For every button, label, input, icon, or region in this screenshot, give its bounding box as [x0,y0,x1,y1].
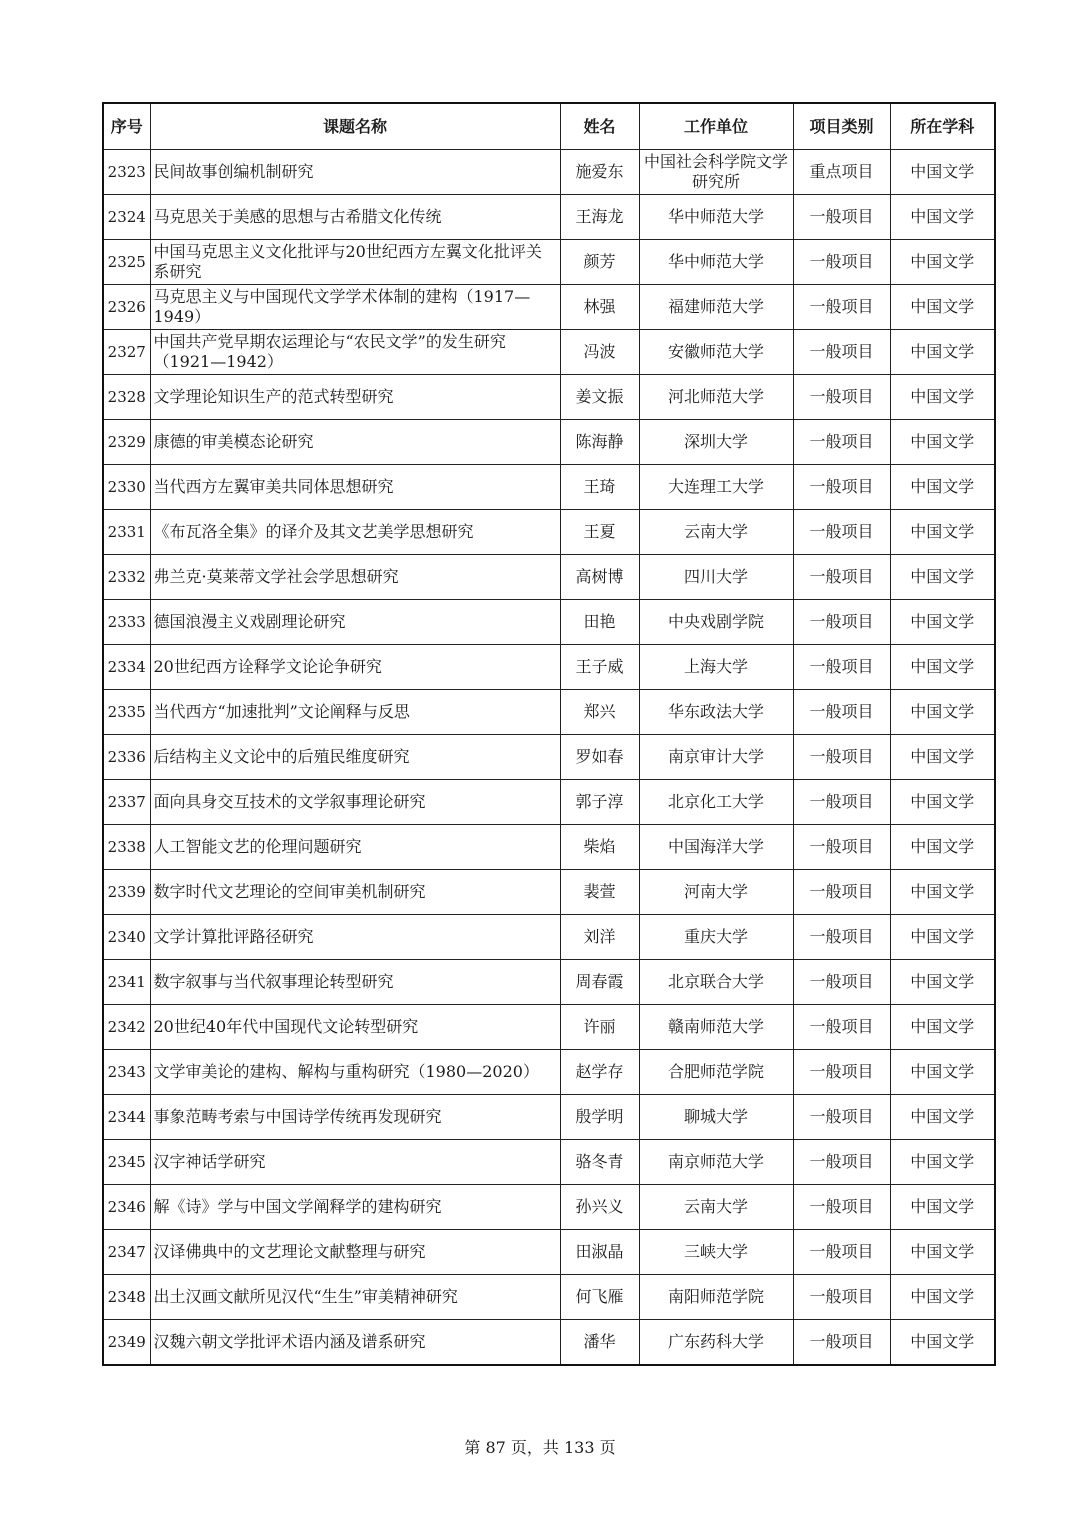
cell-unit: 河北师范大学 [639,375,793,420]
cell-discipline: 中国文学 [890,1095,995,1140]
table-row [103,1050,995,1095]
cell-category: 一般项目 [793,330,890,375]
cell-no: 2339 [103,870,150,915]
cell-discipline: 中国文学 [890,195,995,240]
cell-unit: 上海大学 [639,645,793,690]
table-row [103,690,995,735]
cell-discipline: 中国文学 [890,375,995,420]
cell-no: 2341 [103,960,150,1005]
cell-title: 德国浪漫主义戏剧理论研究 [150,600,560,645]
cell-name: 刘洋 [560,915,639,960]
table-row [103,600,995,645]
cell-no: 2326 [103,285,150,330]
table-row [103,645,995,690]
cell-unit: 云南大学 [639,1185,793,1230]
cell-unit: 广东药科大学 [639,1320,793,1366]
cell-discipline: 中国文学 [890,285,995,330]
cell-title: 数字时代文艺理论的空间审美机制研究 [150,870,560,915]
cell-category: 一般项目 [793,1140,890,1185]
cell-unit: 大连理工大学 [639,465,793,510]
cell-name: 冯波 [560,330,639,375]
cell-unit: 重庆大学 [639,915,793,960]
cell-category: 一般项目 [793,375,890,420]
cell-discipline: 中国文学 [890,1050,995,1095]
cell-discipline: 中国文学 [890,510,995,555]
cell-no: 2340 [103,915,150,960]
cell-no: 2345 [103,1140,150,1185]
cell-category: 一般项目 [793,1185,890,1230]
cell-name: 施爱东 [560,150,639,195]
cell-unit: 中国海洋大学 [639,825,793,870]
cell-category: 一般项目 [793,510,890,555]
cell-no: 2333 [103,600,150,645]
cell-discipline: 中国文学 [890,330,995,375]
cell-no: 2324 [103,195,150,240]
cell-category: 一般项目 [793,1275,890,1320]
table-row [103,1275,995,1320]
cell-discipline: 中国文学 [890,1140,995,1185]
cell-title: 康德的审美模态论研究 [150,420,560,465]
table-row [103,960,995,1005]
cell-discipline: 中国文学 [890,600,995,645]
cell-category: 一般项目 [793,1095,890,1140]
table-row [103,825,995,870]
cell-no: 2334 [103,645,150,690]
cell-category: 一般项目 [793,645,890,690]
table-row [103,285,995,330]
cell-unit: 华中师范大学 [639,240,793,285]
cell-discipline: 中国文学 [890,150,995,195]
cell-name: 王夏 [560,510,639,555]
cell-discipline: 中国文学 [890,735,995,780]
header-unit: 工作单位 [639,103,793,150]
cell-unit: 南京师范大学 [639,1140,793,1185]
cell-unit: 安徽师范大学 [639,330,793,375]
header-no: 序号 [103,103,150,150]
cell-discipline: 中国文学 [890,1005,995,1050]
cell-no: 2329 [103,420,150,465]
cell-unit: 中央戏剧学院 [639,600,793,645]
cell-unit: 合肥师范学院 [639,1050,793,1095]
cell-unit: 华中师范大学 [639,195,793,240]
cell-no: 2346 [103,1185,150,1230]
table-row [103,420,995,465]
cell-no: 2348 [103,1275,150,1320]
cell-title: 数字叙事与当代叙事理论转型研究 [150,960,560,1005]
table-row [103,375,995,420]
cell-category: 一般项目 [793,285,890,330]
cell-title: 解《诗》学与中国文学阐释学的建构研究 [150,1185,560,1230]
cell-name: 王子威 [560,645,639,690]
cell-name: 潘华 [560,1320,639,1366]
cell-no: 2336 [103,735,150,780]
cell-no: 2344 [103,1095,150,1140]
cell-unit: 中国社会科学院文学研究所 [639,150,793,195]
cell-discipline: 中国文学 [890,240,995,285]
cell-title: 中国马克思主义文化批评与20世纪西方左翼文化批评关系研究 [150,240,560,285]
cell-name: 赵学存 [560,1050,639,1095]
cell-category: 一般项目 [793,690,890,735]
table-row [103,150,995,195]
cell-discipline: 中国文学 [890,1185,995,1230]
cell-no: 2342 [103,1005,150,1050]
cell-unit: 云南大学 [639,510,793,555]
cell-no: 2330 [103,465,150,510]
cell-title: 弗兰克·莫莱蒂文学社会学思想研究 [150,555,560,600]
cell-no: 2347 [103,1230,150,1275]
cell-category: 一般项目 [793,465,890,510]
cell-category: 重点项目 [793,150,890,195]
cell-category: 一般项目 [793,915,890,960]
cell-category: 一般项目 [793,555,890,600]
cell-title: 20世纪40年代中国现代文论转型研究 [150,1005,560,1050]
cell-category: 一般项目 [793,960,890,1005]
cell-name: 王海龙 [560,195,639,240]
cell-name: 田艳 [560,600,639,645]
cell-name: 姜文振 [560,375,639,420]
cell-name: 王琦 [560,465,639,510]
cell-no: 2332 [103,555,150,600]
cell-category: 一般项目 [793,1230,890,1275]
cell-discipline: 中国文学 [890,1320,995,1366]
header-name: 姓名 [560,103,639,150]
cell-title: 马克思主义与中国现代文学学术体制的建构（1917—1949） [150,285,560,330]
cell-unit: 三峡大学 [639,1230,793,1275]
cell-title: 后结构主义文论中的后殖民维度研究 [150,735,560,780]
cell-title: 事象范畴考索与中国诗学传统再发现研究 [150,1095,560,1140]
cell-unit: 北京化工大学 [639,780,793,825]
cell-category: 一般项目 [793,1050,890,1095]
cell-discipline: 中国文学 [890,915,995,960]
table-body [103,150,995,1366]
cell-title: 当代西方“加速批判”文论阐释与反思 [150,690,560,735]
cell-title: 文学计算批评路径研究 [150,915,560,960]
cell-discipline: 中国文学 [890,870,995,915]
cell-category: 一般项目 [793,780,890,825]
cell-discipline: 中国文学 [890,465,995,510]
table-row [103,735,995,780]
cell-discipline: 中国文学 [890,555,995,600]
cell-title: 出土汉画文献所见汉代“生生”审美精神研究 [150,1275,560,1320]
cell-discipline: 中国文学 [890,960,995,1005]
cell-category: 一般项目 [793,870,890,915]
cell-title: 文学理论知识生产的范式转型研究 [150,375,560,420]
cell-name: 何飞雁 [560,1275,639,1320]
table-row [103,555,995,600]
cell-title: 《布瓦洛全集》的译介及其文艺美学思想研究 [150,510,560,555]
cell-discipline: 中国文学 [890,1275,995,1320]
cell-title: 当代西方左翼审美共同体思想研究 [150,465,560,510]
cell-name: 郑兴 [560,690,639,735]
cell-name: 陈海静 [560,420,639,465]
cell-unit: 华东政法大学 [639,690,793,735]
cell-name: 孙兴义 [560,1185,639,1230]
cell-title: 中国共产党早期农运理论与“农民文学”的发生研究（1921—1942） [150,330,560,375]
cell-category: 一般项目 [793,1005,890,1050]
cell-name: 殷学明 [560,1095,639,1140]
cell-unit: 赣南师范大学 [639,1005,793,1050]
cell-unit: 聊城大学 [639,1095,793,1140]
header-discipline: 所在学科 [890,103,995,150]
table-row [103,1005,995,1050]
cell-title: 马克思关于美感的思想与古希腊文化传统 [150,195,560,240]
cell-name: 周春霞 [560,960,639,1005]
cell-discipline: 中国文学 [890,645,995,690]
cell-name: 林强 [560,285,639,330]
projects-table [102,102,996,1366]
cell-unit: 南阳师范学院 [639,1275,793,1320]
cell-category: 一般项目 [793,195,890,240]
cell-title: 文学审美论的建构、解构与重构研究（1980—2020） [150,1050,560,1095]
cell-no: 2338 [103,825,150,870]
table-row [103,1320,995,1366]
cell-category: 一般项目 [793,1320,890,1366]
cell-title: 民间故事创编机制研究 [150,150,560,195]
cell-unit: 四川大学 [639,555,793,600]
table-header-row [103,103,995,150]
cell-discipline: 中国文学 [890,1230,995,1275]
cell-title: 汉字神话学研究 [150,1140,560,1185]
cell-title: 汉译佛典中的文艺理论文献整理与研究 [150,1230,560,1275]
cell-name: 裴萱 [560,870,639,915]
cell-title: 汉魏六朝文学批评术语内涵及谱系研究 [150,1320,560,1366]
cell-no: 2343 [103,1050,150,1095]
cell-name: 颜芳 [560,240,639,285]
table-row [103,1185,995,1230]
cell-discipline: 中国文学 [890,420,995,465]
cell-name: 罗如春 [560,735,639,780]
table-row [103,780,995,825]
table-row [103,240,995,285]
cell-name: 郭子淳 [560,780,639,825]
cell-name: 许丽 [560,1005,639,1050]
cell-title: 人工智能文艺的伦理问题研究 [150,825,560,870]
cell-name: 柴焰 [560,825,639,870]
table-row [103,510,995,555]
cell-category: 一般项目 [793,735,890,780]
cell-no: 2328 [103,375,150,420]
header-title: 课题名称 [150,103,560,150]
table-row [103,1140,995,1185]
cell-no: 2349 [103,1320,150,1366]
cell-unit: 深圳大学 [639,420,793,465]
header-category: 项目类别 [793,103,890,150]
cell-unit: 南京审计大学 [639,735,793,780]
cell-no: 2335 [103,690,150,735]
cell-no: 2327 [103,330,150,375]
cell-no: 2331 [103,510,150,555]
cell-category: 一般项目 [793,600,890,645]
cell-category: 一般项目 [793,240,890,285]
cell-no: 2323 [103,150,150,195]
cell-category: 一般项目 [793,825,890,870]
page-number: 第 87 页，共 133 页 [464,1438,616,1457]
table-row [103,870,995,915]
cell-title: 20世纪西方诠释学文论论争研究 [150,645,560,690]
cell-discipline: 中国文学 [890,825,995,870]
cell-no: 2337 [103,780,150,825]
cell-name: 骆冬青 [560,1140,639,1185]
cell-name: 高树博 [560,555,639,600]
cell-no: 2325 [103,240,150,285]
cell-unit: 河南大学 [639,870,793,915]
cell-unit: 福建师范大学 [639,285,793,330]
cell-name: 田淑晶 [560,1230,639,1275]
cell-category: 一般项目 [793,420,890,465]
table-row [103,195,995,240]
cell-discipline: 中国文学 [890,690,995,735]
table-row [103,915,995,960]
table-row [103,1095,995,1140]
table-row [103,330,995,375]
table-row [103,1230,995,1275]
cell-unit: 北京联合大学 [639,960,793,1005]
table-row [103,465,995,510]
cell-title: 面向具身交互技术的文学叙事理论研究 [150,780,560,825]
cell-discipline: 中国文学 [890,780,995,825]
